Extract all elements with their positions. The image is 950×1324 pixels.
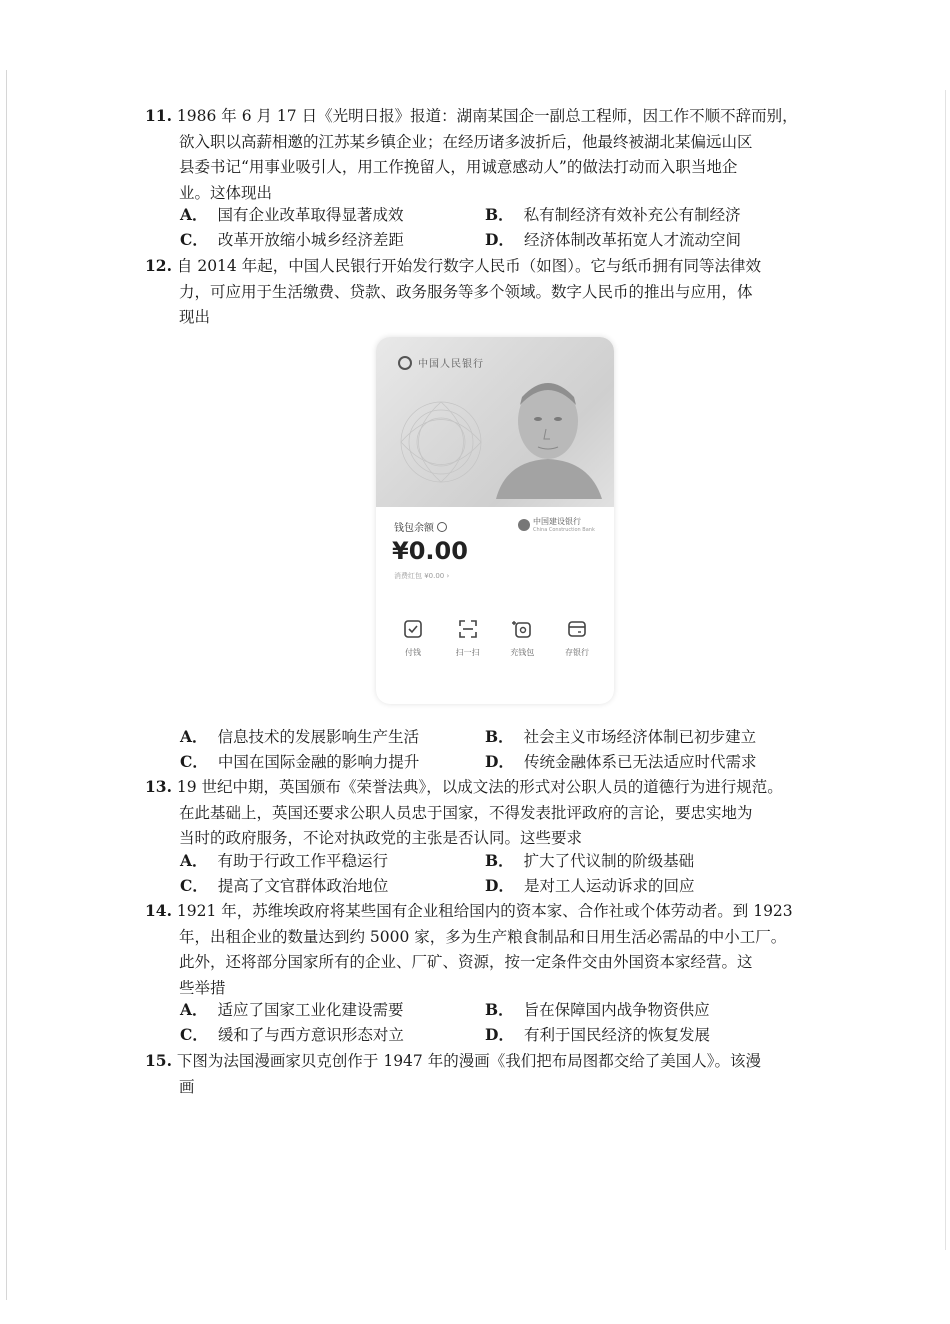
- portrait-icon: [486, 369, 604, 499]
- option-b[interactable]: B． 旨在保障国内战争物资供应: [485, 1000, 710, 1019]
- pay-icon: [403, 619, 423, 639]
- digital-rmb-wallet-figure: [376, 337, 614, 704]
- red-packet-note[interactable]: 消费红包 ¥0.00 ›: [394, 572, 450, 580]
- option-d[interactable]: D． 有利于国民经济的恢复发展: [485, 1025, 710, 1044]
- bank-card-icon: [567, 619, 587, 639]
- option-b[interactable]: B． 扩大了代议制的阶级基础: [485, 851, 695, 870]
- question-12: [145, 253, 815, 331]
- bank-name: 中国人民银行: [418, 359, 484, 370]
- question-number: 12.: [145, 256, 172, 275]
- question-text-line: 县委书记“用事业吸引人，用工作挽留人，用诚意感动人”的做法打动而入职当地企: [179, 158, 738, 176]
- option-a[interactable]: A． 有助于行政工作平稳运行: [180, 851, 389, 870]
- eye-icon[interactable]: [437, 522, 447, 532]
- question-text-line: 自 2014 年起，中国人民银行开始发行数字人民币（如图）。它与纸币拥有同等法律效: [176, 257, 761, 275]
- option-a[interactable]: A． 国有企业改革取得显著成效: [180, 205, 404, 224]
- option-d[interactable]: D． 经济体制改革拓宽人才流动空间: [485, 230, 741, 249]
- deposit-bank-button[interactable]: 存银行: [552, 619, 602, 658]
- question-number: 11.: [145, 106, 172, 125]
- banknote-image: [376, 337, 614, 507]
- top-up-button[interactable]: 充钱包: [497, 619, 547, 658]
- option-d[interactable]: D． 传统金融体系已无法适应时代需求: [485, 752, 757, 771]
- wallet-balance: ¥0.00: [392, 537, 468, 565]
- question-number: 13.: [145, 777, 172, 796]
- top-up-icon: [512, 619, 532, 639]
- question-11: [145, 103, 815, 206]
- question-number: 15.: [145, 1051, 172, 1070]
- question-text-line: 1986 年 6 月 17 日《光明日报》报道：湖南某国企一副总工程师，因工作不顺不辞而别，: [176, 107, 798, 125]
- wallet-panel: [376, 507, 614, 704]
- question-text-line: 年，出租企业的数量达到约 5000 家，多为生产粮食制品和日用生活必需品的中小工厂。: [179, 927, 787, 946]
- option-a[interactable]: A． 适应了国家工业化建设需要: [180, 1000, 404, 1019]
- question-12-options: [180, 724, 800, 774]
- question-15: [145, 1048, 815, 1100]
- option-c[interactable]: C． 中国在国际金融的影响力提升: [180, 752, 420, 771]
- scan-icon: [458, 619, 478, 639]
- question-13-options: [180, 848, 800, 898]
- question-text-line: 业。这体现出: [179, 183, 273, 202]
- question-text-line: 下图为法国漫画家贝克创作于 1947 年的漫画《我们把布局图都交给了美国人》。该漫: [176, 1052, 761, 1070]
- ccb-logo-icon: [518, 519, 530, 531]
- question-text-line: 在此基础上，英国还要求公职人员忠于国家，不得发表批评政府的言论，要忠实地为: [179, 803, 753, 822]
- question-14-options: [180, 997, 800, 1047]
- question-text-line: 19 世纪中期，英国颁布《荣誉法典》，以成文法的形式对公职人员的道德行为进行规范。: [176, 778, 783, 796]
- question-number: 14.: [145, 901, 172, 920]
- question-text-line: 力，可应用于生活缴费、贷款、政务服务等多个领域。数字人民币的推出与应用，体: [179, 282, 753, 301]
- option-b[interactable]: B． 私有制经济有效补充公有制经济: [485, 205, 741, 224]
- question-text-line: 当时的政府服务，不论对执政党的主张是否认同。这些要求: [179, 829, 583, 847]
- pay-button[interactable]: 付钱: [388, 619, 438, 658]
- wallet-actions: [388, 619, 602, 658]
- wallet-balance-label: 钱包余额: [394, 519, 447, 534]
- question-text-line: 画: [179, 1077, 195, 1096]
- scan-button[interactable]: 扫一扫: [443, 619, 493, 658]
- question-text-line: 此外，还将部分国家所有的企业、厂矿、资源，按一定条件交由外国资本家经营。这: [179, 953, 753, 971]
- question-14: [145, 898, 815, 1001]
- option-a[interactable]: A． 信息技术的发展影响生产生活: [180, 727, 420, 746]
- option-c[interactable]: C． 改革开放缩小城乡经济差距: [180, 230, 404, 249]
- ccb-name: 中国建设银行 China Construction Bank: [533, 517, 595, 533]
- option-d[interactable]: D． 是对工人运动诉求的回应: [485, 876, 695, 895]
- question-13: [145, 774, 815, 852]
- question-text-line: 些举措: [179, 978, 226, 997]
- question-text-line: 1921 年，苏维埃政府将某些国有企业租给国内的资本家、合作社或个体劳动者。到 1923: [176, 902, 793, 920]
- option-c[interactable]: C． 提高了文官群体政治地位: [180, 876, 389, 895]
- national-emblem-icon: [398, 356, 412, 370]
- question-11-options: [180, 202, 800, 252]
- question-text-line: 欲入职以高薪相邀的江苏某乡镇企业；在经历诸多波折后，他最终被湖北某偏远山区: [179, 132, 753, 151]
- question-text-line: 现出: [179, 308, 211, 326]
- option-c[interactable]: C． 缓和了与西方意识形态对立: [180, 1025, 404, 1044]
- option-b[interactable]: B． 社会主义市场经济体制已初步建立: [485, 727, 757, 746]
- guilloche-pattern: [396, 397, 486, 487]
